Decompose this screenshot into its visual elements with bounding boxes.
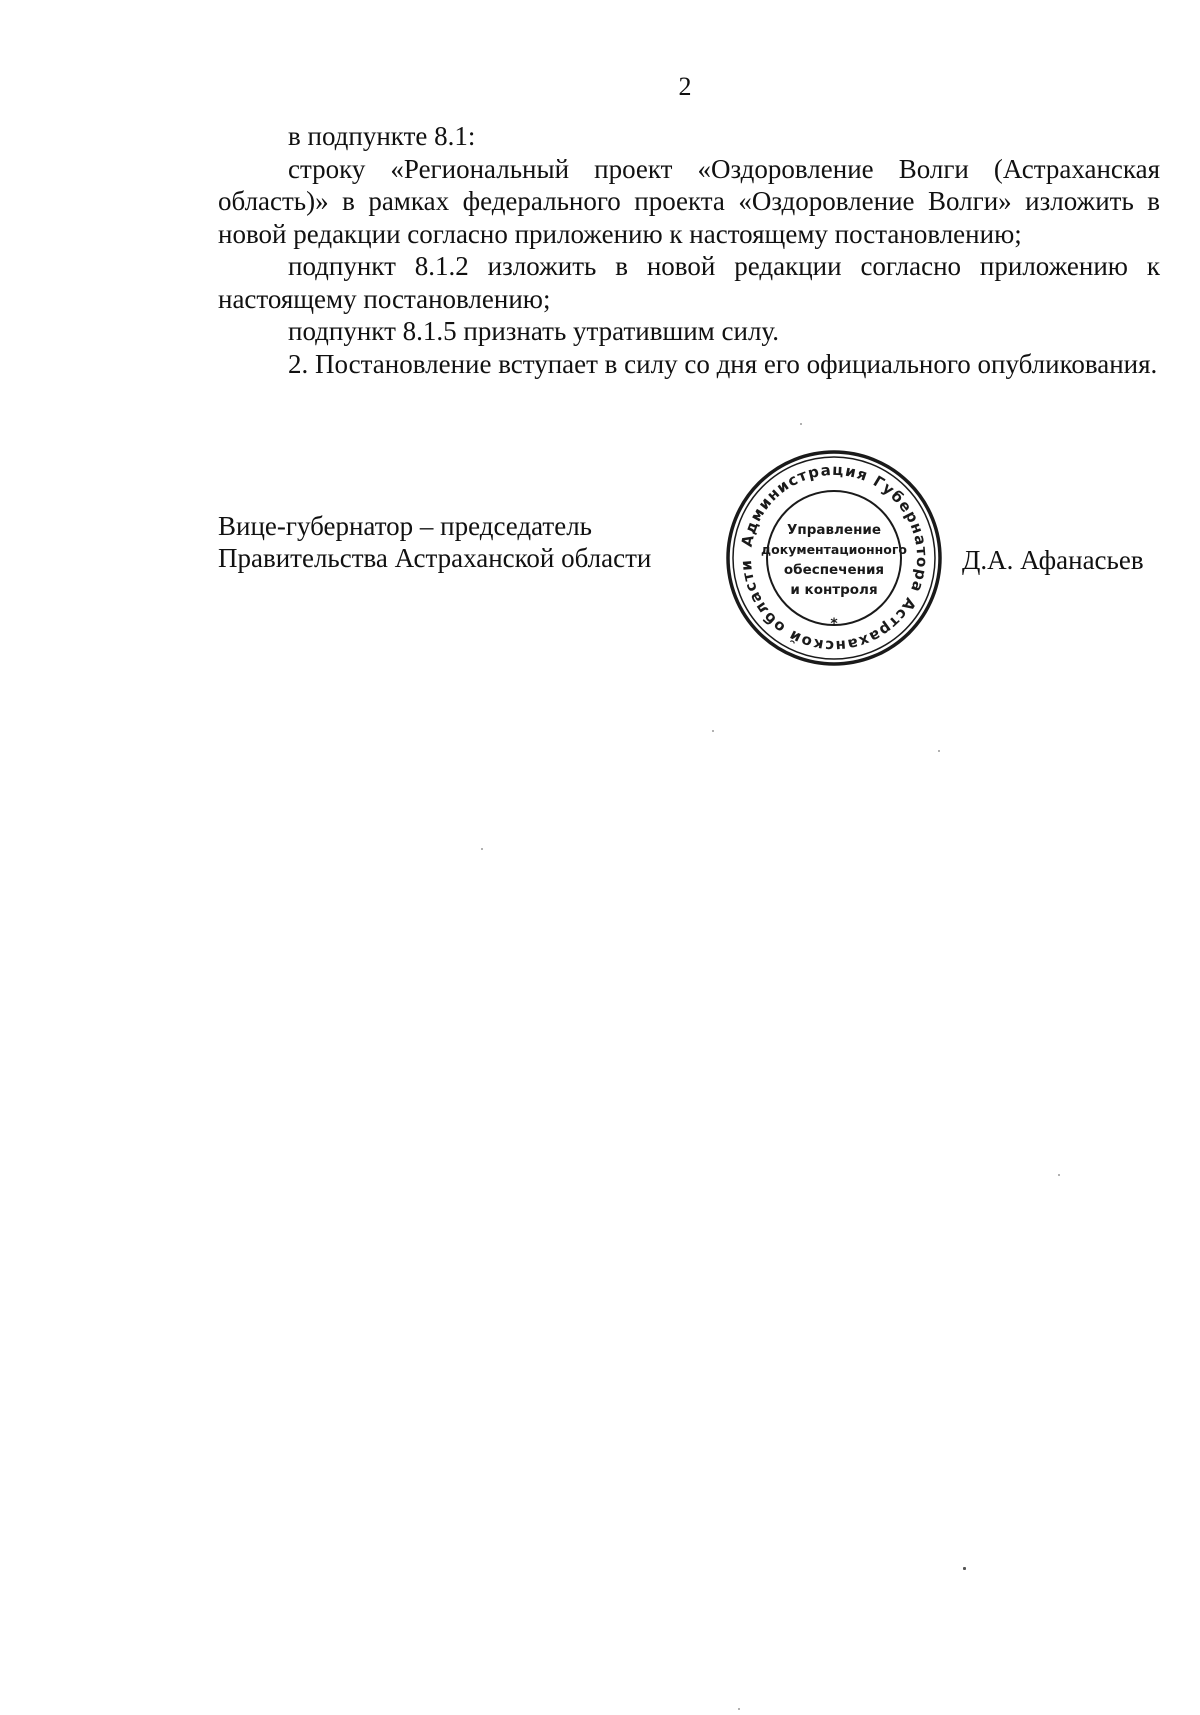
svg-text:*: *: [830, 616, 838, 632]
svg-text:Администрация Губернатора Астр: Администрация Губернатора Астраханской области: [736, 460, 932, 656]
svg-text:Управление: Управление: [786, 522, 882, 538]
scan-speck: [481, 848, 483, 850]
signer-name: Д.А. Афанасьев: [962, 545, 1144, 575]
scan-speck: [712, 730, 714, 732]
scan-speck: [1058, 1174, 1060, 1176]
paragraph: подпункт 8.1.2 изложить в новой редакции согласно приложению к настоящему постановлению;: [218, 251, 1160, 314]
paragraph: подпункт 8.1.5 признать утратившим силу.: [288, 316, 779, 346]
page-number: 2: [678, 72, 692, 101]
document-body: [218, 120, 1160, 380]
svg-text:и контроля: и контроля: [790, 582, 878, 598]
paragraph: 2. Постановление вступает в силу со дня его официального опубликования.: [288, 348, 1158, 379]
scan-speck: [963, 1567, 966, 1570]
svg-text:обеспечения: обеспечения: [783, 562, 885, 578]
svg-text:документационного: документационного: [761, 542, 907, 557]
scan-speck: [938, 750, 940, 752]
paragraph: в подпункте 8.1:: [288, 121, 476, 151]
signatory-position-line: Правительства Астраханской области: [218, 543, 652, 573]
paragraph: строку «Региональный проект «Оздоровление Волги (Астраханская область)» в рамках федерального проекта «Оздоровление Волги» изложить в новой редакции согласно приложению к настоящему постановлению;: [218, 153, 1160, 249]
official-seal: [724, 448, 944, 668]
signatory-position: [218, 510, 651, 574]
scan-speck: [738, 1708, 740, 1710]
scan-speck: [800, 423, 802, 425]
signatory-position-line: Вице-губернатор – председатель: [218, 511, 592, 541]
